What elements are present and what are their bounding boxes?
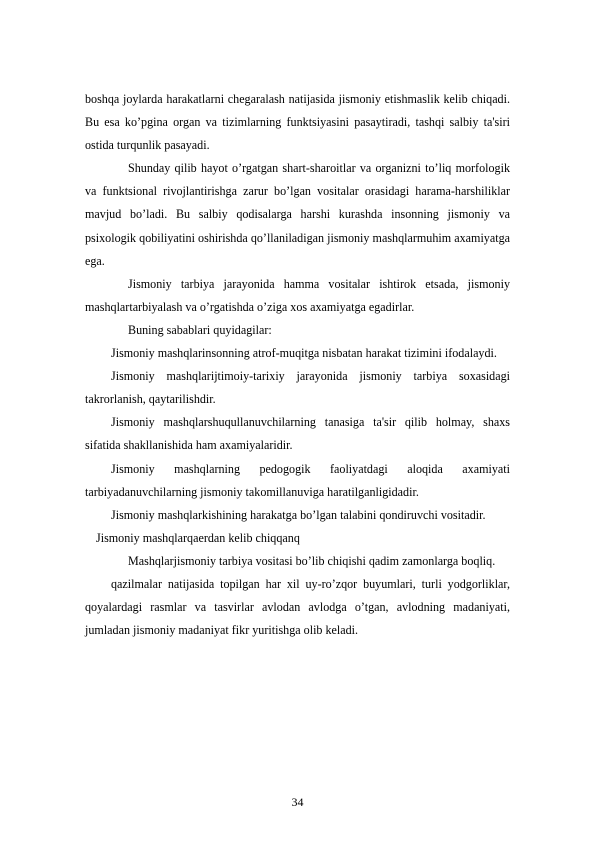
document-body <box>85 88 510 642</box>
paragraph: Jismoniy mashqlarkishining harakatga bo’lgan talabini qondiruvchi vositadir. <box>111 507 486 522</box>
paragraph: Jismoniy mashqlarning pedogogik faoliyatdagi aloqida axamiyati tarbiyadanuvchilarning jismoniy takomillanuviga haratilganligidadir. <box>85 461 510 499</box>
page-number: 34 <box>291 795 304 809</box>
paragraph: Jismoniy mashqlarqaerdan kelib chiqqanq <box>96 530 300 545</box>
paragraph: Jismoniy mashqlarshuqullanuvchilarning tanasiga ta'sir qilib holmay, shaxs sifatida shakllanishida ham axamiyalaridir. <box>85 415 510 453</box>
paragraph: boshqa joylarda harakatlarni chegaralash natijasida jismoniy etishmaslik kelib chiqadi. Bu esa ko’pgina organ va tizimlarning funktsiyasini pasaytiradi, tashqi salbiy ta'siri ostida turqunlik pasayadi. <box>85 92 510 153</box>
paragraph: Jismoniy mashqlarijtimoiy-tarixiy jarayonida jismoniy tarbiya soxasidagi takrorlanish, qaytarilishdir. <box>85 369 510 407</box>
paragraph: Jismoniy mashqlarinsonning atrof-muqitga nisbatan harakat tizimini ifodalaydi. <box>111 346 497 361</box>
paragraph: Jismoniy tarbiya jarayonida hamma vositalar ishtirok etsada, jismoniy mashqlartarbiyalash va o’rgatishda o’ziga xos axamiyatga egadirlar. <box>85 276 510 314</box>
paragraph: Mashqlarjismoniy tarbiya vositasi bo’lib chiqishi qadim zamonlarga boqliq. <box>128 553 496 568</box>
paragraph: qazilmalar natijasida topilgan har xil uy-ro’zqor buyumlari, turli yodgorliklar, qoyalardagi rasmlar va tasvirlar avlodan avlodga o’tgan, avlodning madaniyati, jumladan jismoniy madaniyat fikr yuritishga olib keladi. <box>85 576 510 638</box>
paragraph: Shunday qilib hayot o’rgatgan shart-sharoitlar va organizni to’liq morfologik va funktsional rivojlantirishga zarur bo’lgan vositalar orasidagi harama-harshiliklar mavjud bo’ladi. Bu salbiy qodisalarga harshi kurashda insonning jismoniy va psixologik qobiliyatini oshirishda qo’llaniladigan jismoniy mashqlarmuhim axamiyatga ega. <box>85 161 510 268</box>
paragraph: Buning sabablari quyidagilar: <box>128 322 272 337</box>
